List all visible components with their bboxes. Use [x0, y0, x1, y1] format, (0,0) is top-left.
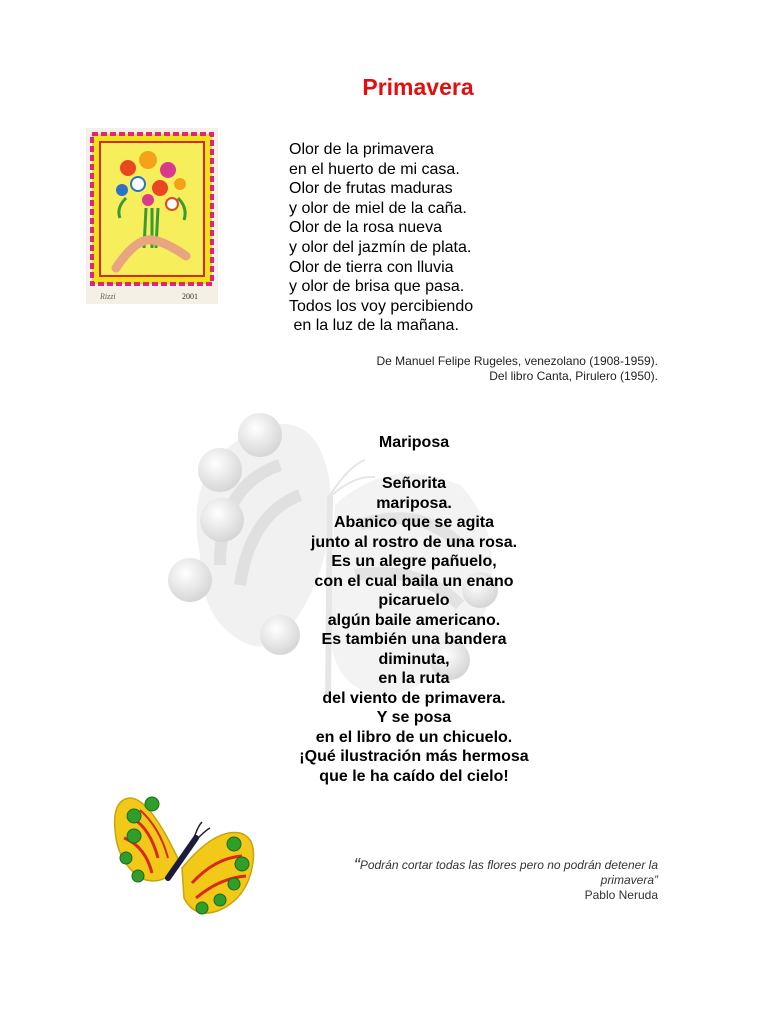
poem-title-mariposa: Mariposa [378, 434, 450, 451]
flower-bouquet-artwork [86, 128, 218, 304]
poem-line: Es también una bandera [321, 631, 507, 648]
poem-line: en el huerto de mi casa. [289, 160, 460, 178]
poem-line: Todos los voy percibiendo [289, 297, 474, 315]
poem-line: picaruelo [378, 592, 450, 609]
poem-mariposa [0, 474, 768, 786]
poem-line: y olor de brisa que pasa. [289, 278, 465, 296]
poem-line: que le ha caído del cielo! [319, 767, 509, 785]
poem-line: en la luz de la mañana. [289, 317, 459, 335]
poem-line: ¡Qué ilustración más hermosa [299, 748, 529, 765]
quote-text [318, 855, 658, 888]
poem-line: Olor de tierra con lluvia [289, 258, 454, 276]
quote-body: Podrán cortar todas las flores pero no podrán detener la primavera” [359, 858, 658, 887]
quote-block [318, 855, 658, 903]
poem-line: Olor de la rosa nueva [289, 219, 442, 237]
poem-line: mariposa. [376, 494, 452, 512]
poem-line: del viento de primavera. [322, 689, 506, 707]
butterfly-icon [110, 788, 260, 923]
credit-book: Del libro Canta, Pirulero (1950). [489, 369, 658, 383]
open-quote-mark: “ [353, 855, 360, 875]
credit-author: De Manuel Felipe Rugeles, venezolano (1908-1959). [376, 354, 658, 368]
artwork-signature: Rizzi [100, 292, 116, 301]
poem-line: junto al rostro de una rosa. [310, 533, 518, 551]
poem-line: y olor del jazmín de plata. [289, 238, 472, 256]
poem-line: con el cual baila un enano [314, 572, 514, 590]
quote-author: Pablo Neruda [584, 888, 658, 902]
poem-line: diminuta, [378, 650, 450, 668]
poem-line: Olor de frutas maduras [289, 180, 453, 198]
artwork-year: 2001 [182, 292, 198, 301]
poem-line: Abanico que se agita [333, 514, 495, 531]
page-title: Primavera [362, 74, 474, 100]
poem-line: Y se posa [376, 709, 452, 726]
poem-primavera [289, 140, 473, 336]
poem-credit [376, 354, 658, 384]
poem-line: y olor de miel de la caña. [289, 199, 467, 217]
poem-line: en el libro de un chicuelo. [315, 728, 513, 746]
poem-line: en la ruta [378, 670, 450, 687]
poem-line: Es un alegre pañuelo, [331, 553, 497, 570]
poem-line: algún baile americano. [327, 611, 501, 629]
poem-line: Señorita [381, 475, 446, 492]
poem-line: Olor de la primavera [289, 141, 434, 158]
